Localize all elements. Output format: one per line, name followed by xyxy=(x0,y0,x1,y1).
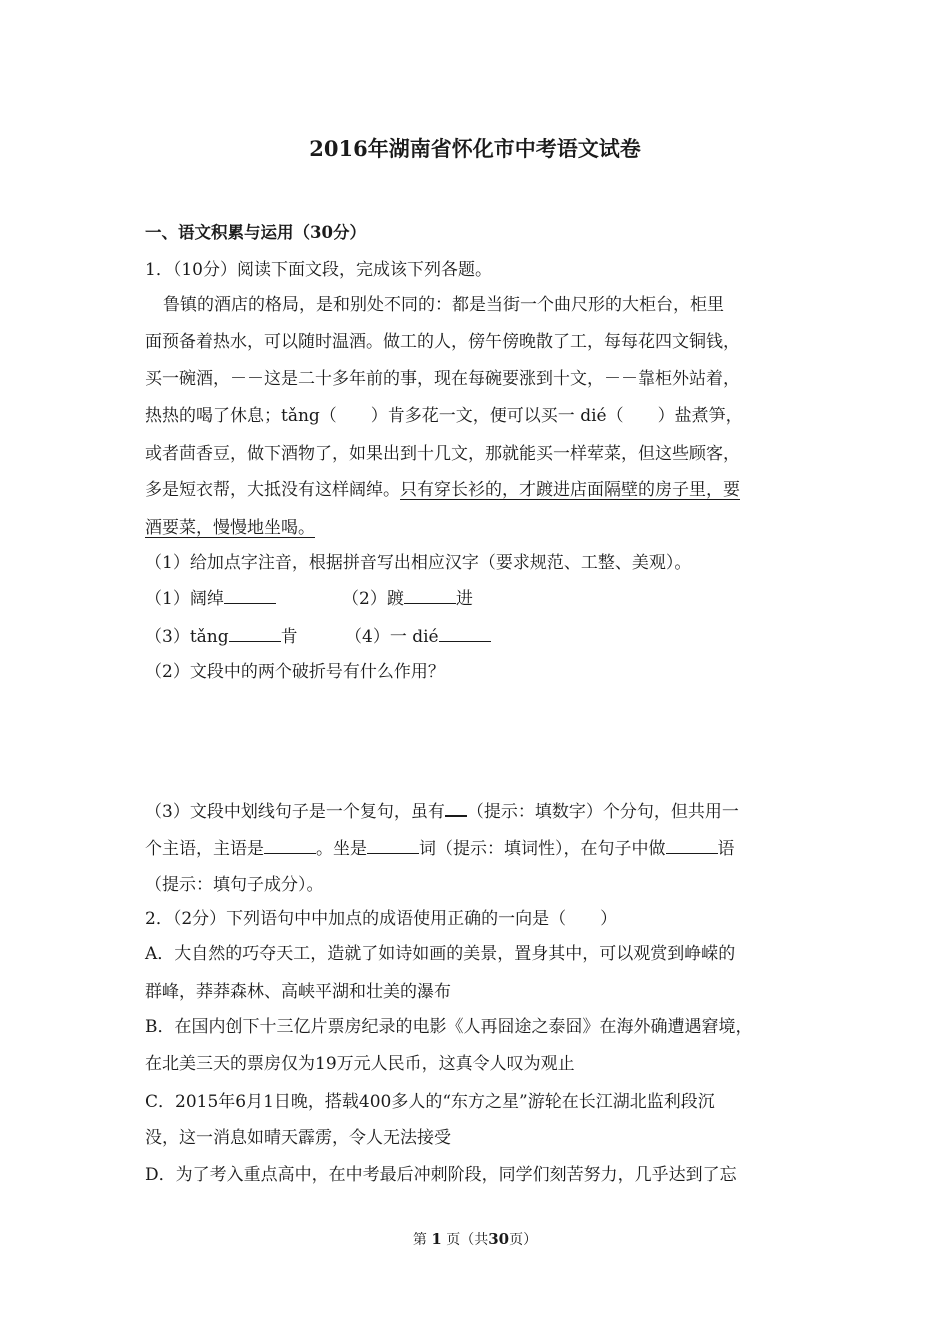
answer-blank[interactable] xyxy=(229,624,281,642)
sub-question-2: （2）文段中的两个破折号有什么作用？ xyxy=(145,662,445,682)
sub-question-3-text: 词（提示：填词性），在句子中做 xyxy=(419,839,666,859)
answer-blank[interactable] xyxy=(224,586,276,604)
sub-question-3-text: 。坐是 xyxy=(316,839,367,859)
passage-line-1: 鲁镇的酒店的格局，是和别处不同的：都是当街一个曲尺形的大柜台，柜里 xyxy=(163,295,724,315)
page-footer xyxy=(0,1229,950,1249)
fill-item-3 xyxy=(145,624,298,649)
question-1-stem: 1．（10分）阅读下面文段，完成该下列各题。 xyxy=(145,260,492,280)
answer-blank[interactable] xyxy=(439,624,491,642)
sub-question-1: （1）给加点字注音，根据拼音写出相应汉字（要求规范、工整、美观）。 xyxy=(145,553,692,573)
passage-line-6 xyxy=(145,478,740,502)
question-2-stem: 2．（2分）下列语句中中加点的成语使用正确的一向是（ ） xyxy=(145,909,618,929)
sub-question-3-line-1 xyxy=(145,798,739,824)
fill-item-1 xyxy=(145,586,276,611)
sub-question-3-text: （3）文段中划线句子是一个复句，虽有 xyxy=(145,802,445,822)
option-b-line-1: B．在国内创下十三亿片票房纪录的电影《人再囧途之泰囧》在海外确遭遇窘境， xyxy=(145,1017,753,1037)
current-page-number: 1 xyxy=(431,1230,442,1248)
underlined-sentence-end: 酒要菜，慢慢地坐喝。 xyxy=(145,518,315,538)
option-c-line-2: 没，这一消息如晴天霹雳，令人无法接受 xyxy=(145,1128,451,1148)
fill-item-tail: 进 xyxy=(455,589,473,609)
answer-blank[interactable] xyxy=(404,586,456,604)
sub-question-3-line-3: （提示：填句子成分）。 xyxy=(145,875,324,895)
section-heading: 一、语文积累与运用（30分） xyxy=(145,223,366,242)
underlined-sentence: 只有穿长衫的，才踱进店面隔壁的房子里，要 xyxy=(400,480,740,500)
footer-text: 第 xyxy=(412,1232,427,1248)
passage-line-5: 或者茴香豆，做下酒物了，如果出到十几文，那就能买一样荤菜，但这些顾客， xyxy=(145,444,740,464)
sub-question-3-text: 语 xyxy=(717,839,735,859)
passage-line-4: 热热的喝了休息；tǎng（ ）肯多花一文，便可以买一 dié（ ）盐煮笋， xyxy=(145,406,743,426)
total-page-count: 30 xyxy=(488,1230,510,1248)
passage-line-3: 买一碗酒，－－这是二十多年前的事，现在每碗要涨到十文，－－靠柜外站着， xyxy=(145,369,740,389)
option-d-line-1: D．为了考入重点高中，在中考最后冲刺阶段，同学们刻苦努力，几乎达到了忘 xyxy=(145,1165,737,1185)
fill-item-tail: 肯 xyxy=(280,627,298,647)
option-a-line-2: 群峰，莽莽森林、高峡平湖和壮美的瀑布 xyxy=(145,982,451,1002)
fill-item-label: （1）阔绰 xyxy=(145,589,224,609)
sub-question-3-text: （提示：填数字）个分句，但共用一 xyxy=(466,802,739,822)
fill-item-2 xyxy=(342,586,473,611)
fill-item-4 xyxy=(345,624,491,649)
fill-item-label: （4）一 dié xyxy=(345,627,439,647)
sub-question-3-text: 个主语，主语是 xyxy=(145,839,264,859)
fill-item-label: （3）tǎng xyxy=(145,627,229,647)
option-c-line-1: C．2015年6月1日晚，搭载400多人的“东方之星”游轮在长江湖北监利段沉 xyxy=(145,1092,715,1112)
answer-blank[interactable] xyxy=(666,836,718,854)
answer-blank[interactable] xyxy=(445,798,467,817)
footer-text: 页） xyxy=(509,1232,538,1248)
answer-blank[interactable] xyxy=(264,836,316,854)
page-title: 2016年湖南省怀化市中考语文试卷 xyxy=(309,136,641,161)
option-a-line-1: A．大自然的巧夺天工，造就了如诗如画的美景，置身其中，可以观赏到峥嵘的 xyxy=(145,944,736,964)
passage-plain-text: 多是短衣帮，大抵没有这样阔绰。 xyxy=(145,480,400,500)
sub-question-3-line-2 xyxy=(145,836,735,861)
passage-line-7 xyxy=(145,516,315,540)
fill-item-label: （2）踱 xyxy=(342,589,404,609)
option-b-line-2: 在北美三天的票房仅为19万元人民币，这真令人叹为观止 xyxy=(145,1054,575,1074)
answer-blank[interactable] xyxy=(367,836,419,854)
passage-line-2: 面预备着热水，可以随时温酒。做工的人，傍午傍晚散了工，每每花四文铜钱， xyxy=(145,332,740,352)
footer-text: 页（共 xyxy=(446,1232,489,1248)
